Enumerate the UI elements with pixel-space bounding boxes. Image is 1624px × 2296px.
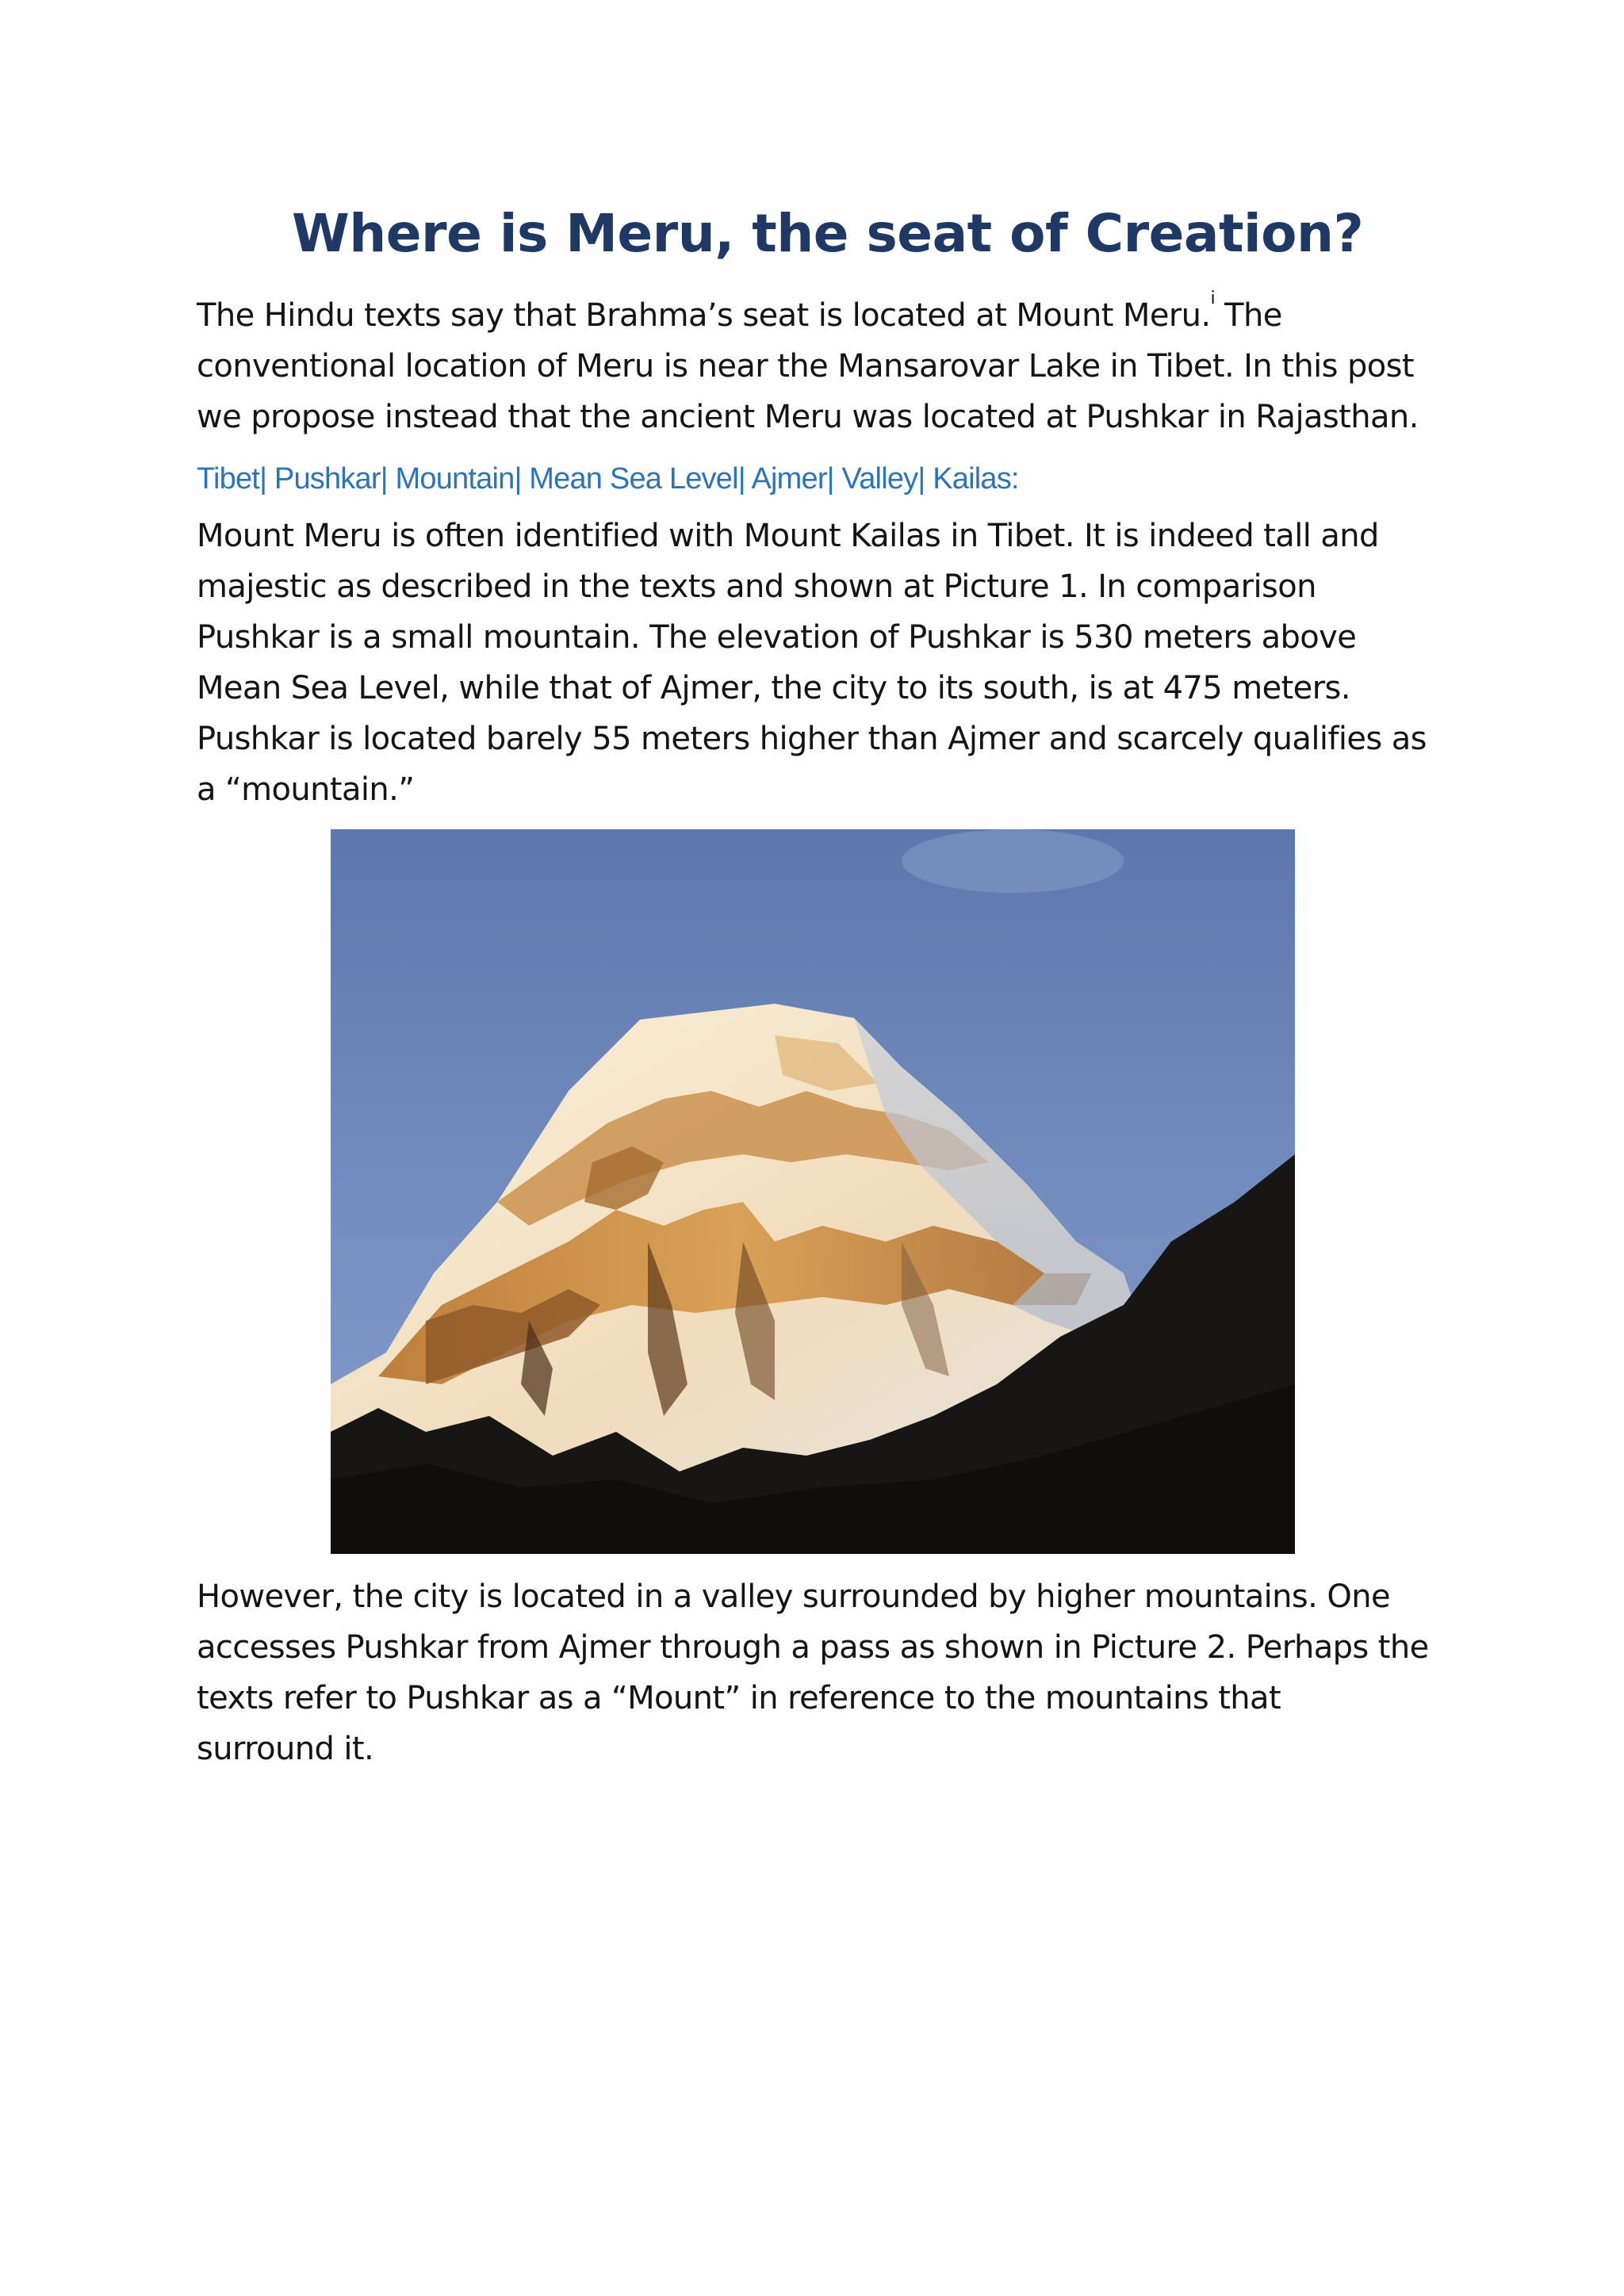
body-line: a “mountain.” [197, 771, 415, 808]
body-line: Mean Sea Level, while that of Ajmer, the city to its south, is at 475 meters. [197, 670, 1350, 706]
body-line: Pushkar is a small mountain. The elevation of Pushkar is 530 meters above [197, 619, 1357, 656]
body-line: Pushkar is located barely 55 meters higher than Ajmer and scarcely qualifies as [197, 721, 1427, 757]
closing-line: accesses Pushkar from Ajmer through a pass as shown in Picture 2. Perhaps the [197, 1629, 1429, 1666]
closing-paragraph [197, 1571, 1434, 1774]
mountain-illustration [331, 829, 1295, 1554]
intro-line-1-tail: The [1215, 297, 1282, 334]
closing-line: However, the city is located in a valley surrounded by higher mountains. One [197, 1578, 1390, 1615]
body-line: Mount Meru is often identified with Mount Kailas in Tibet. It is indeed tall and [197, 518, 1379, 554]
closing-line: surround it. [197, 1731, 374, 1767]
intro-line-2: conventional location of Meru is near the Mansarovar Lake in Tibet. In this post [197, 348, 1414, 385]
closing-line: texts refer to Pushkar as a “Mount” in reference to the mountains that [197, 1680, 1281, 1716]
intro-line-1 [197, 290, 1434, 341]
body-line: majestic as described in the texts and shown at Picture 1. In comparison [197, 568, 1316, 605]
body-paragraph [197, 511, 1434, 815]
cloud [902, 829, 1124, 893]
intro-line-1-text: The Hindu texts say that Brahma’s seat is located at Mount Meru. [197, 297, 1211, 334]
intro-paragraph [197, 290, 1434, 442]
tag-list: Tibet| Pushkar| Mountain| Mean Sea Level| Ajmer| Valley| Kailas: [197, 462, 1019, 496]
page-title: Where is Meru, the seat of Creation? [292, 203, 1364, 264]
intro-line-3: we propose instead that the ancient Meru was located at Pushkar in Rajasthan. [197, 399, 1419, 435]
footnote-marker[interactable]: i [1210, 289, 1216, 308]
mount-kailas-photo [331, 829, 1295, 1554]
